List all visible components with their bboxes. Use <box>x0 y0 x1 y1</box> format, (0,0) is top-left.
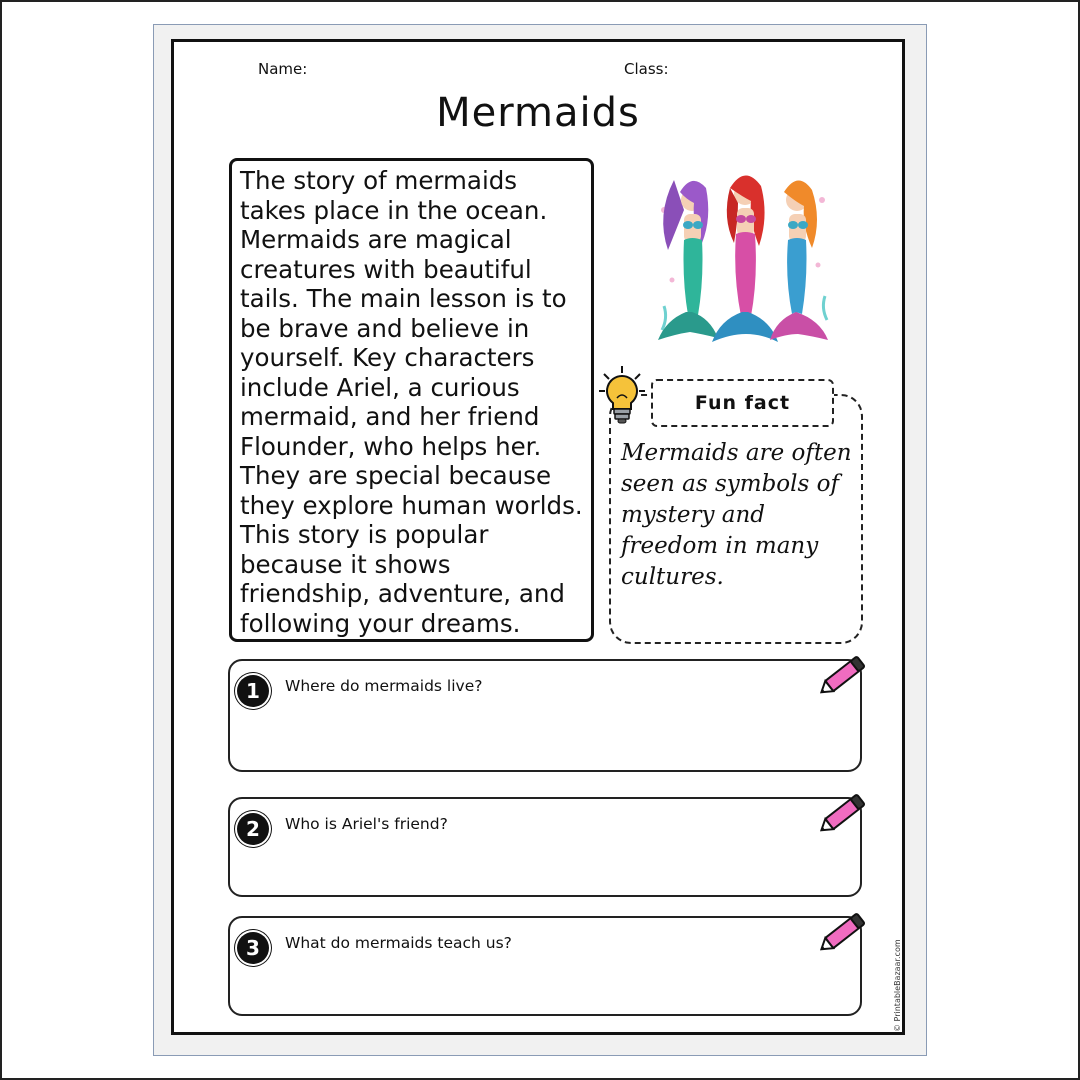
pencil-icon <box>816 653 870 699</box>
class-label: Class: <box>624 60 669 78</box>
question-number: 1 <box>237 675 269 707</box>
copyright-text: © PrintableBazaar.com <box>893 939 902 1032</box>
page-title: Mermaids <box>436 90 640 136</box>
pencil-icon <box>816 791 870 837</box>
question-number: 3 <box>237 932 269 964</box>
question-text: What do mermaids teach us? <box>285 934 512 952</box>
worksheet-sheet <box>153 24 927 1056</box>
question-text: Where do mermaids live? <box>285 677 483 695</box>
pencil-icon <box>816 910 870 956</box>
question-box-3[interactable] <box>228 916 862 1016</box>
question-number: 2 <box>237 813 269 845</box>
mermaids-illustration <box>652 170 837 355</box>
story-box <box>229 158 594 642</box>
lightbulb-icon <box>598 364 646 426</box>
fun-fact-text: Mermaids are often seen as symbols of mystery and freedom in many cultures. <box>621 440 852 590</box>
story-text: The story of mermaids takes place in the ocean. Mermaids are magical creatures with beautiful tails. The main lesson is to be brave and believe in yourself. Key characters include Ariel, a curious mermaid, and her friend Flounder, who helps her. They are special because they explore human worlds. This story is popular because it shows friendship, adventure, and following your dreams. <box>240 166 583 638</box>
question-box-1[interactable] <box>228 659 862 772</box>
question-box-2[interactable] <box>228 797 862 897</box>
name-label: Name: <box>258 60 308 78</box>
question-text: Who is Ariel's friend? <box>285 815 448 833</box>
fun-fact-title: Fun fact <box>651 379 834 427</box>
worksheet-page <box>171 39 905 1035</box>
